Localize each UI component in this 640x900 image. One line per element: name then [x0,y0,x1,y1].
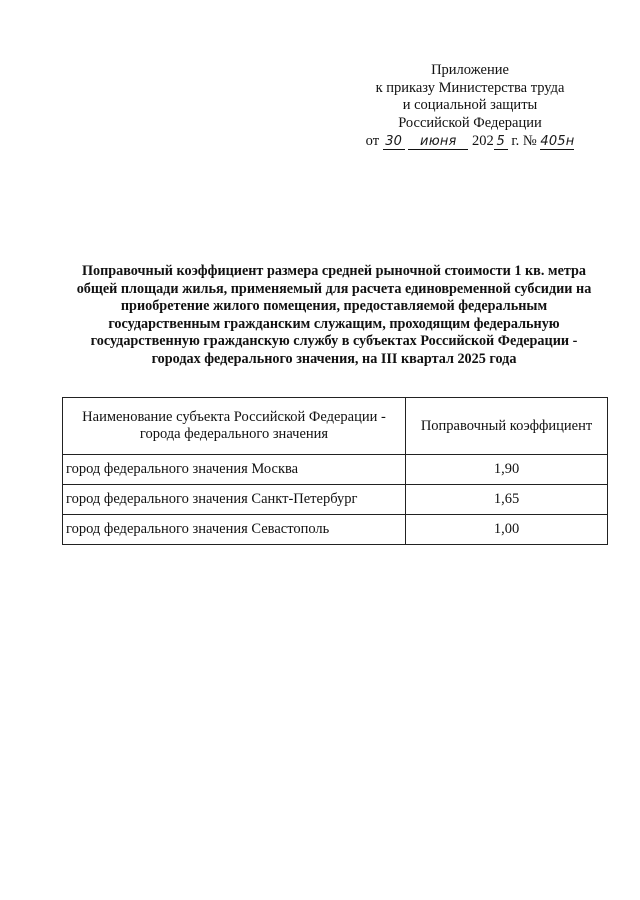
appendix-order-reference: к приказу Министерства труда [375,79,565,96]
appendix-country-line: Российской Федерации [398,114,542,131]
date-year-suffix: г. № [511,133,537,149]
title-line: приобретение жилого помещения, предоставляемой федеральным [120,298,548,315]
appendix-date-line [340,133,600,151]
order-number-handwritten: 405н [540,134,575,149]
appendix-title: Приложение [431,62,509,78]
subject-name-cell: город федерального значения Санкт-Петербург [63,485,406,515]
subject-name-cell: город федерального значения Севастополь [63,515,406,545]
date-day-handwritten: 30 [383,134,405,150]
column-header-coefficient: Поправочный коэффициент [406,398,608,455]
table-header-row [63,398,608,455]
coefficient-table [62,397,608,545]
appendix-header [340,62,600,151]
column-header-subject: Наименование субъекта Российской Федерации - города федерального значения [63,398,406,455]
table-row [63,455,608,485]
title-line: Поправочный коэффициент размера средней рыночной стоимости 1 кв. метра [81,263,587,279]
subject-name-cell: город федерального значения Москва [63,455,406,485]
title-line: городах федерального значения, на III квартал 2025 года [151,350,517,367]
date-year-digit-handwritten: 5 [494,134,508,150]
appendix-ministry-line: и социальной защиты [402,97,538,113]
date-prefix: от [365,133,380,149]
date-year-prefix: 202 [471,133,494,149]
coefficient-value-cell: 1,00 [406,515,608,545]
table-row [63,515,608,545]
title-line: государственным гражданским служащим, проходящим федеральную [108,315,560,332]
coefficient-value-cell: 1,90 [406,455,608,485]
date-month-handwritten: июня [408,134,468,150]
document-title [58,263,610,369]
coefficient-value-cell: 1,65 [406,485,608,515]
title-line: государственную гражданскую службу в субъектах Российской Федерации - [90,333,578,350]
title-line: общей площади жилья, применяемый для расчета единовременной субсидии на [76,280,592,297]
table-row [63,485,608,515]
